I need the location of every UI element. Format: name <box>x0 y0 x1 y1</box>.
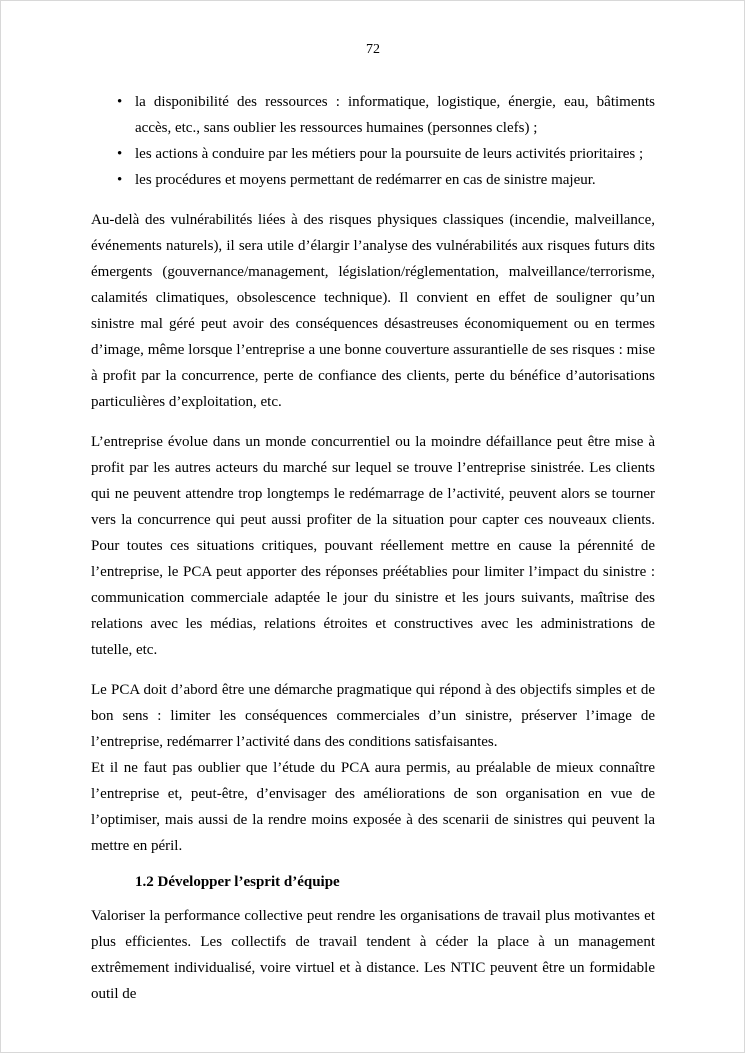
page-number: 72 <box>366 42 380 57</box>
document-page <box>1 1 744 1052</box>
paragraph-objectifs: Le PCA doit d’abord être une démarche pragmatique qui répond à des objectifs simples et de bon sens : limiter les conséquences commerciales d’un sinistre, préserver l’image de l’entreprise, redémarrer l’activité dans des conditions satisfaisantes. <box>91 682 655 750</box>
paragraph-concurrence: L’entreprise évolue dans un monde concurrentiel ou la moindre défaillance peut être mise à profit par les autres acteurs du marché sur lequel se trouve l’entreprise sinistrée. Les clients qui ne peuvent attendre trop longtemps le redémarrage de l’activité, peuvent alors se tourner vers la concurrence qui peut aussi profiter de la situation pour capter ces nouveaux clients. Pour toutes ces situations critiques, pouvant réellement mettre en cause la pérennité de l’entreprise, le PCA peut apporter des réponses préétablies pour limiter l’impact du sinistre : communication commerciale adaptée le jour du sinistre et les jours suivants, maîtrise des relations avec les médias, relations étroites et constructives avec les administrations de tutelle, etc. <box>91 434 655 658</box>
paragraph-vulnerabilites: Au-delà des vulnérabilités liées à des risques physiques classiques (incendie, malveillance, événements naturels), il sera utile d’élargir l’analyse des vulnérabilités aux risques futurs dits émergents (gouvernance/management, législation/réglementation, malveillance/terrorisme, calamités climatiques, obsolescence technique). Il convient en effet de souligner qu’un sinistre mal géré peut avoir des conséquences désastreuses économiquement ou en termes d’image, même lorsque l’entreprise a une bonne couverture assurantielle de ses risques : mise à profit par la concurrence, perte de confiance des clients, perte du bénéfice d’autorisations particulières d’exploitation, etc. <box>91 212 655 410</box>
paragraph-esprit-equipe: Valoriser la performance collective peut rendre les organisations de travail plus motivantes et plus efficientes. Les collectifs de travail tendent à céder la place à un management extrêmement individualisé, voire virtuel et à distance. Les NTIC peuvent être un formidable outil de <box>91 908 655 1002</box>
bullet-item: • les actions à conduire par les métiers pour la poursuite de leurs activités prioritaires ; <box>91 141 655 167</box>
paragraph-etude: Et il ne faut pas oublier que l’étude du PCA aura permis, au préalable de mieux connaître l’entreprise et, peut-être, d’envisager des améliorations de son organisation en vue de l’optimiser, mais aussi de la rendre moins exposée à des scenarii de sinistres qui peuvent la mettre en péril. <box>91 760 655 854</box>
bullet-list <box>91 89 655 193</box>
section-heading: 1.2 Développer l’esprit d’équipe <box>135 874 340 890</box>
bullet-item: • la disponibilité des ressources : informatique, logistique, énergie, eau, bâtiments accès, etc., sans oublier les ressources humaines (personnes clefs) ; <box>91 89 655 141</box>
document-body <box>91 89 655 1007</box>
bullet-item: • les procédures et moyens permettant de redémarrer en cas de sinistre majeur. <box>91 167 655 193</box>
